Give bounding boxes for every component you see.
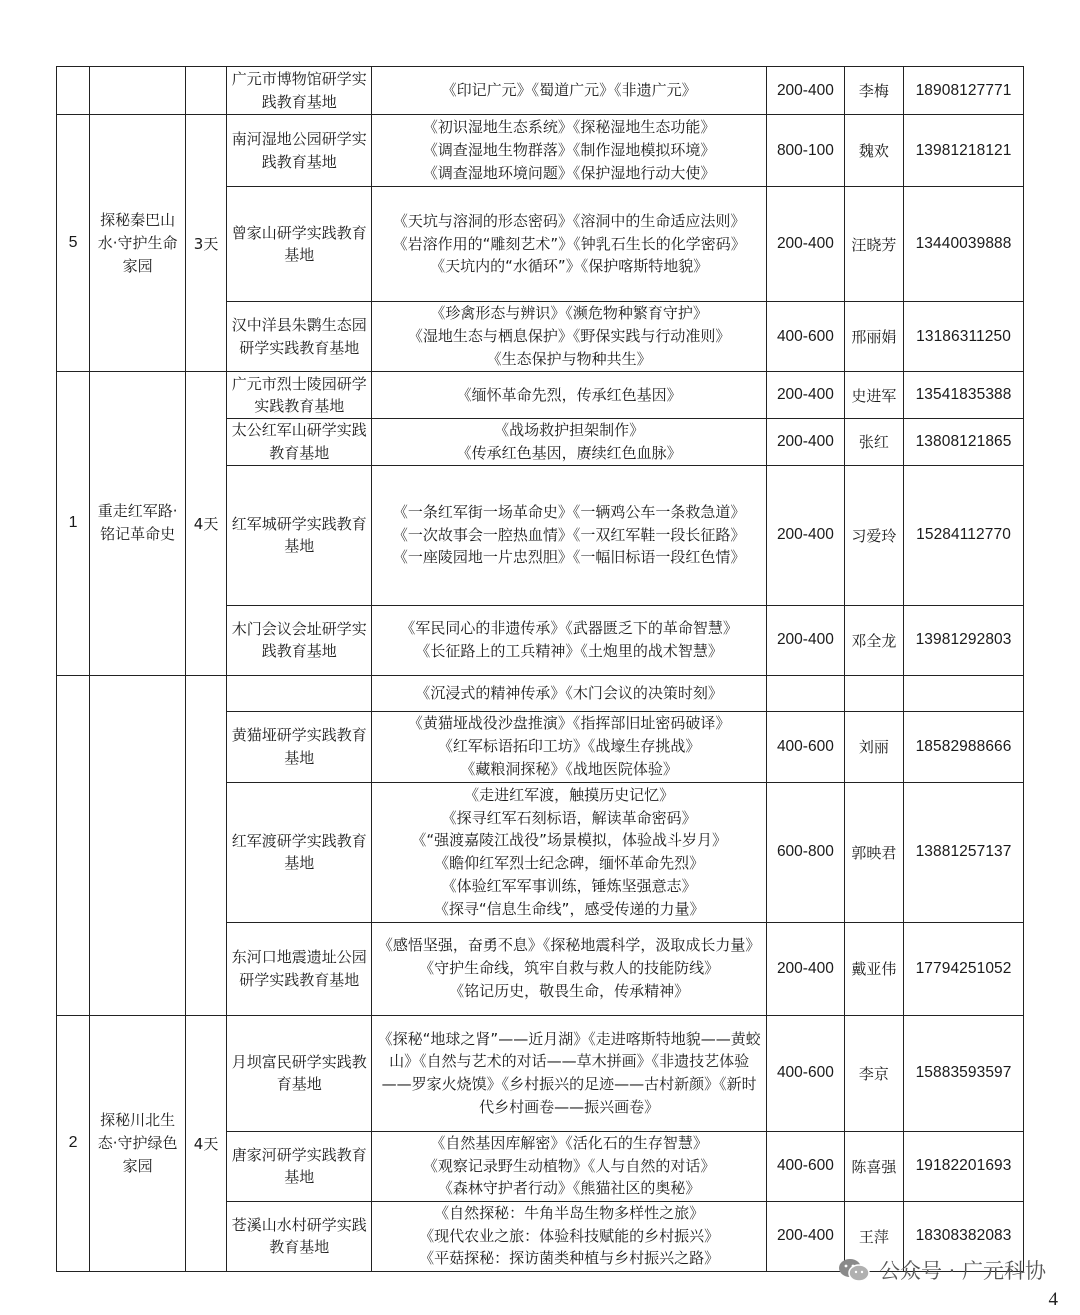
course-cell xyxy=(372,605,767,675)
contact-cell: 邢丽娟 xyxy=(844,302,903,372)
route-number-cell: 2 xyxy=(57,1015,90,1271)
course-line: 《缅怀革命先烈，传承红色基因》 xyxy=(456,385,682,404)
contact-cell: 王萍 xyxy=(844,1201,903,1271)
course-line: 《一座陵园地一片忠烈胆》《一幅旧标语一段红色情》 xyxy=(392,548,746,567)
course-line: 《珍禽形态与辨识》《濒危物种繁育守护》 xyxy=(430,304,708,323)
contact-cell: 汪晓芳 xyxy=(844,187,903,302)
base-name-cell: 广元市烈士陵园研学实践教育基地 xyxy=(227,372,372,419)
base-name-cell: 汉中洋县朱鹮生态园研学实践教育基地 xyxy=(227,302,372,372)
price-cell: 400-600 xyxy=(767,1015,845,1131)
course-cell xyxy=(372,372,767,419)
course-line: 《调查湿地生物群落》《制作湿地模拟环境》 xyxy=(422,141,716,160)
base-name-cell: 木门会议会址研学实践教育基地 xyxy=(227,605,372,675)
course-line: 《一次故事会一腔热血情》《一双红军鞋一段长征路》 xyxy=(392,525,746,544)
price-cell: 200-400 xyxy=(767,187,845,302)
wechat-icon xyxy=(837,1257,871,1283)
course-line: 《自然基因库解密》《活化石的生存智慧》 xyxy=(430,1133,708,1152)
days-cell xyxy=(185,67,226,115)
course-line: 《长征路上的工兵精神》《土炮里的战术智慧》 xyxy=(415,642,723,661)
course-cell xyxy=(372,711,767,782)
course-line: 《藏粮洞探秘》《战地医院体验》 xyxy=(460,759,678,778)
course-line: 《观察记录野生动植物》《人与自然的对话》 xyxy=(422,1156,716,1175)
base-name-cell: 红军城研学实践教育基地 xyxy=(227,465,372,605)
price-cell: 400-600 xyxy=(767,1131,845,1201)
course-line: 《自然探秘：牛角半岛生物多样性之旅》 xyxy=(434,1203,705,1222)
contact-cell: 李京 xyxy=(844,1015,903,1131)
course-cell xyxy=(372,675,767,711)
base-name-cell: 太公红军山研学实践教育基地 xyxy=(227,419,372,466)
route-title-cell: 探秘秦巴山水·守护生命家园 xyxy=(90,115,186,372)
base-name-cell: 曾家山研学实践教育基地 xyxy=(227,187,372,302)
watermark xyxy=(837,1255,1046,1285)
contact-cell: 戴亚伟 xyxy=(844,922,903,1015)
course-cell xyxy=(372,782,767,922)
course-line: 《探秘“地球之肾”——近月湖》《走进喀斯特地貌——黄蛟山》《自然与艺术的对话——草木拼画》《非遗技艺体验——罗家火烧馍》《乡村振兴的足迹——古村新颜》《新时代乡村画卷——振兴画卷》 xyxy=(377,1029,761,1116)
course-line: 《红军标语拓印工坊》《战壕生存挑战》 xyxy=(437,737,701,756)
phone-cell: 13808121865 xyxy=(904,419,1024,466)
course-line: 《走进红军渡，触摸历史记忆》 xyxy=(464,785,675,804)
course-cell xyxy=(372,187,767,302)
base-name-cell: 南河湿地公园研学实践教育基地 xyxy=(227,115,372,187)
course-line: 《感悟坚强，奋勇不息》《探秘地震科学，汲取成长力量》《守护生命线，筑牢自救与救人的技能防线》 xyxy=(377,936,761,978)
number-cell xyxy=(57,67,90,115)
phone-cell: 13541835388 xyxy=(904,372,1024,419)
route-days-cell: 3天 xyxy=(185,115,226,372)
base-name-cell xyxy=(227,675,372,711)
phone-cell: 15883593597 xyxy=(904,1015,1024,1131)
phone-cell: 15284112770 xyxy=(904,465,1024,605)
course-line: 《一条红军街一场革命史》《一辆鸡公车一条救急道》 xyxy=(392,502,746,521)
base-name-cell: 苍溪山水村研学实践教育基地 xyxy=(227,1201,372,1271)
course-line: 《战场救护担架制作》 xyxy=(494,421,645,439)
base-name-cell: 月坝富民研学实践教育基地 xyxy=(227,1015,372,1131)
base-name-cell: 黄猫垭研学实践教育基地 xyxy=(227,711,372,782)
price-cell: 600-800 xyxy=(767,782,845,922)
itinerary-table xyxy=(56,66,1024,1272)
price-cell: 200-400 xyxy=(767,67,845,115)
route-days-cell: 4天 xyxy=(185,1015,226,1271)
phone-cell: 13981218121 xyxy=(904,115,1024,187)
contact-cell: 魏欢 xyxy=(844,115,903,187)
phone-cell: 13881257137 xyxy=(904,782,1024,922)
page-number: 4 xyxy=(1048,1289,1058,1310)
contact-cell: 刘丽 xyxy=(844,711,903,782)
course-line: 《岩溶作用的“雕刻艺术”》《钟乳石生长的化学密码》 xyxy=(392,234,746,253)
course-line: 《黄猫垭战役沙盘推演》《指挥部旧址密码破译》 xyxy=(407,714,731,733)
course-cell xyxy=(372,1015,767,1131)
course-line: 《调查湿地环境问题》《保护湿地行动大使》 xyxy=(422,163,716,182)
course-line: 《铭记历史，敬畏生命，传承精神》 xyxy=(449,981,690,1000)
table-row xyxy=(57,1015,1024,1131)
route-number-cell: 1 xyxy=(57,372,90,676)
price-cell: 200-400 xyxy=(767,605,845,675)
course-line: 《瞻仰红军烈士纪念碑，缅怀革命先烈》 xyxy=(434,854,705,873)
price-cell: 200-400 xyxy=(767,1201,845,1271)
phone-cell: 18908127771 xyxy=(904,67,1024,115)
course-line: 《沉浸式的精神传承》《木门会议的决策时刻》 xyxy=(415,683,723,702)
course-cell xyxy=(372,922,767,1015)
price-cell: 200-400 xyxy=(767,922,845,1015)
course-cell xyxy=(372,1131,767,1201)
contact-cell: 邓全龙 xyxy=(844,605,903,675)
base-name-cell: 东河口地震遗址公园研学实践教育基地 xyxy=(227,922,372,1015)
price-cell: 200-400 xyxy=(767,465,845,605)
contact-cell: 郭映君 xyxy=(844,782,903,922)
route-title-cell: 重走红军路·铭记革命史 xyxy=(90,372,186,676)
route-cell xyxy=(90,675,186,1015)
price-cell: 400-600 xyxy=(767,302,845,372)
phone-cell: 13981292803 xyxy=(904,605,1024,675)
price-cell xyxy=(767,675,845,711)
route-cell xyxy=(90,67,186,115)
contact-cell: 李梅 xyxy=(844,67,903,115)
table-row xyxy=(57,115,1024,187)
course-line: 《探寻“信息生命线”，感受传递的力量》 xyxy=(433,899,705,918)
base-name-cell: 广元市博物馆研学实践教育基地 xyxy=(227,67,372,115)
course-line: 《军民同心的非遗传承》《武器匮乏下的革命智慧》 xyxy=(400,619,738,638)
course-cell xyxy=(372,465,767,605)
number-cell xyxy=(57,675,90,1015)
watermark-text: 公众号 · 广元科协 xyxy=(878,1259,1046,1283)
course-cell xyxy=(372,67,767,115)
course-line: 《湿地生态与栖息保护》《野保实践与行动准则》 xyxy=(407,327,731,346)
price-cell: 200-400 xyxy=(767,372,845,419)
course-line: 《体验红军军事训练，锤炼坚强意志》 xyxy=(441,876,697,895)
course-line: 《平菇探秘：探访菌类种植与乡村振兴之路》 xyxy=(419,1249,720,1268)
course-line: 《传承红色基因，赓续红色血脉》 xyxy=(456,443,682,462)
table-row xyxy=(57,67,1024,115)
base-name-cell: 红军渡研学实践教育基地 xyxy=(227,782,372,922)
price-cell: 200-400 xyxy=(767,419,845,466)
course-line: 《生态保护与物种共生》 xyxy=(486,349,652,368)
course-line: 《现代农业之旅：体验科技赋能的乡村振兴》 xyxy=(419,1226,720,1245)
phone-cell: 18308382083 xyxy=(904,1201,1024,1271)
route-title-cell: 探秘川北生态·守护绿色家园 xyxy=(90,1015,186,1271)
price-cell: 800-100 xyxy=(767,115,845,187)
course-cell xyxy=(372,115,767,187)
phone-cell xyxy=(904,675,1024,711)
phone-cell: 13186311250 xyxy=(904,302,1024,372)
price-cell: 400-600 xyxy=(767,711,845,782)
course-line: 《印记广元》《蜀道广元》《非遗广元》 xyxy=(441,81,697,100)
route-number-cell: 5 xyxy=(57,115,90,372)
table-row xyxy=(57,675,1024,711)
course-line: 《“强渡嘉陵江战役”场景模拟，体验战斗岁月》 xyxy=(411,831,727,850)
phone-cell: 13440039888 xyxy=(904,187,1024,302)
contact-cell xyxy=(844,675,903,711)
route-days-cell: 4天 xyxy=(185,372,226,676)
contact-cell: 史进军 xyxy=(844,372,903,419)
contact-cell: 张红 xyxy=(844,419,903,466)
course-line: 《森林守护者行动》《熊猫社区的奥秘》 xyxy=(437,1179,701,1198)
phone-cell: 17794251052 xyxy=(904,922,1024,1015)
phone-cell: 19182201693 xyxy=(904,1131,1024,1201)
contact-cell: 习爱玲 xyxy=(844,465,903,605)
course-line: 《天坑与溶洞的形态密码》《溶洞中的生命适应法则》 xyxy=(392,211,746,230)
phone-cell: 18582988666 xyxy=(904,711,1024,782)
days-cell xyxy=(185,675,226,1015)
table-row xyxy=(57,372,1024,419)
contact-cell: 陈喜强 xyxy=(844,1131,903,1201)
course-cell xyxy=(372,1201,767,1271)
course-line: 《初识湿地生态系统》《探秘湿地生态功能》 xyxy=(422,118,716,137)
course-line: 《探寻红军石刻标语，解读革命密码》 xyxy=(441,808,697,827)
base-name-cell: 唐家河研学实践教育基地 xyxy=(227,1131,372,1201)
course-line: 《天坑内的“水循环”》《保护喀斯特地貌》 xyxy=(430,257,709,276)
course-cell xyxy=(372,419,767,466)
course-cell xyxy=(372,302,767,372)
